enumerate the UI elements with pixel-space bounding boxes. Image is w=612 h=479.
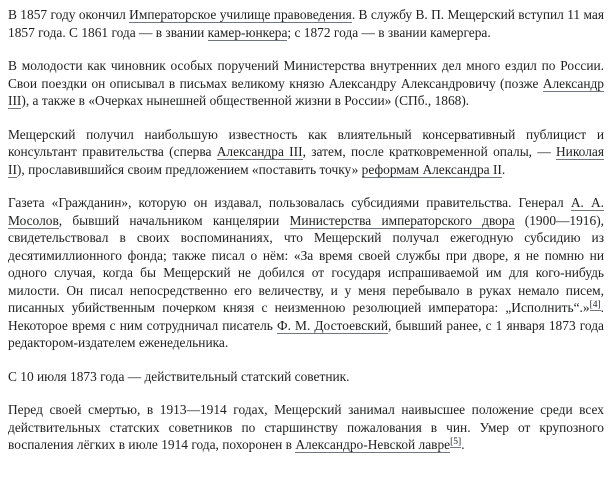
link-kammerjunker[interactable]: камер-юнкера — [207, 24, 288, 40]
footnote-link-5[interactable]: [5] — [450, 436, 462, 447]
paragraph-grazhdanin — [8, 194, 604, 352]
text: Перед своей смертью, в 1913—1914 годах, Мещерский занимал наивысшее положение среди всех действительных статских советников по старшинству пожалования в чин. Умер от крупозного воспаления лёгких в июле 1914 года, похоронен в — [8, 402, 604, 452]
text: Газета «Гражданин», которую он издавал, пользовалась субсидиями правительства. Генерал — [8, 195, 571, 210]
link-imperial-school-of-law[interactable]: Императорское училище правоведения — [129, 7, 352, 22]
footnote-link-4[interactable]: [4] — [589, 299, 601, 310]
paragraph-education — [8, 6, 604, 41]
paragraph-death — [8, 401, 604, 454]
text: . — [501, 161, 506, 177]
text: ; с 1872 года — в звании камергера. — [287, 24, 491, 40]
footnote-ref-4 — [590, 300, 601, 311]
text: ), прославившийся своим предложением «поставить точку» — [16, 161, 362, 177]
text: , бывший начальником канцелярии — [58, 212, 290, 228]
link-ministry-imperial-court[interactable]: Министерства императорского двора — [289, 212, 515, 228]
footnote-ref-5 — [450, 437, 461, 448]
text: . В службу В. П. Мещерский вступил 11 мая 1857 года. С 1861 года — в звании — [8, 7, 604, 40]
paragraph-influence — [8, 126, 604, 179]
link-alexander-nevsky-lavra[interactable]: Александро-Невской лавре — [295, 437, 451, 452]
link-reforms-alexander-ii[interactable]: реформам Александра II — [361, 161, 502, 177]
text: С 10 июля 1873 года — действительный статский советник. — [8, 368, 350, 384]
text: . Некоторое время с ним сотрудничал писатель — [8, 300, 604, 333]
paragraph-youth — [8, 57, 604, 110]
text: В 1857 году окончил — [8, 7, 130, 22]
text: , бывший ранее, с 1 января 1873 года редактором-издателем еженедельника. — [8, 317, 604, 350]
text: (1900—1916), свидетельствовал в своих воспоминаниях, что Мещерский получал ежегодную субсидию из десятимиллионного фонда; также писал о нём: «За время своей службы при дворе, я не помню ни одного случая, когда бы Мещерский не добился от государя испрашиваемой им для кого-нибудь милости. Он писал непосредственно его величеству, и у меня перебывало в руках немало писем, писанных убийственным почерком князя с неизменною резолюцией императора: „Исполнить“.» — [8, 212, 604, 315]
text: В молодости как чиновник особых поручений Министерства внутренних дел много ездил по России. Свои поездки он описывал в письмах великому князю Александру Александровичу (позже — [8, 58, 604, 91]
text: Мещерский получил наибольшую известность как влиятельный консервативный публицист и консультант правительства (сперва — [8, 126, 604, 159]
text: ), а также в «Очерках нынешней общественной жизни в России» (СПб., 1868). — [21, 93, 470, 108]
paragraph-rank — [8, 368, 604, 386]
link-mosolov[interactable]: А. А. Мосолов — [8, 195, 605, 228]
text: . — [461, 437, 465, 452]
link-alexander-iii[interactable]: Александр III — [8, 75, 604, 108]
link-dostoevsky[interactable]: Ф. М. Достоевский — [277, 317, 389, 333]
link-nicholas-ii[interactable]: Николая II — [8, 144, 604, 177]
text: , затем, после кратковременной опалы, — — [302, 144, 557, 159]
link-alexander-iii-2[interactable]: Александра III — [216, 144, 303, 159]
